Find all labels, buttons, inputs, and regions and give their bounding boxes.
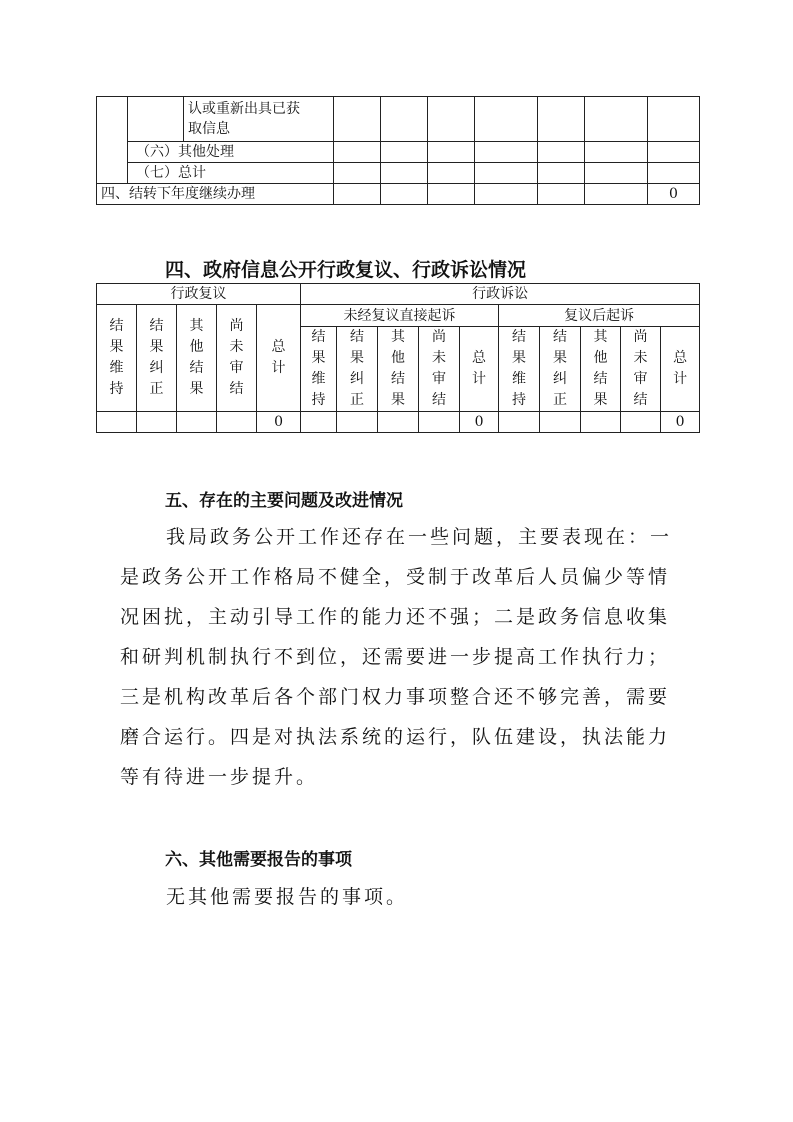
col-label: 其他结果 <box>189 318 204 397</box>
col-label: 其他结果 <box>593 329 608 408</box>
col-label: 总计 <box>271 339 286 376</box>
section6-body: 无其他需要报告的事项。 <box>166 886 409 908</box>
left-spacer-cell <box>97 97 128 184</box>
values-row <box>97 412 700 433</box>
col-label: 总计 <box>673 350 688 387</box>
col-label: 尚未审结 <box>229 318 244 397</box>
row-carry-over-label: 四、结转下年度继续办理 <box>97 184 334 205</box>
after-col-pending <box>621 327 661 412</box>
admin-litigation-header: 行政诉讼 <box>301 284 700 305</box>
col-label: 结果维持 <box>512 329 527 408</box>
direct-col-pending <box>419 327 460 412</box>
section5-title: 五、存在的主要问题及改进情况 <box>165 491 403 511</box>
admin-review-header: 行政复议 <box>97 284 301 305</box>
direct-col-total <box>460 327 499 412</box>
review-col-total <box>257 305 301 412</box>
value-cell <box>97 412 137 433</box>
section6-title: 六、其他需要报告的事项 <box>165 850 352 870</box>
row-reissue-line2: 取信息 <box>188 121 230 137</box>
section5-body: 我局政务公开工作还存在一些问题，主要表现在：一是政务公开工作格局不健全，受制于改革后人员偏少等情况困扰，主动引导工作的能力还不强；二是政务信息收集和研判机制执行不到位，还需要进一步提高工作执行力；三是机构改革后各个部门权力事项整合还不够完善，需要磨合运行。四是对执法系统的运行，队伍建设，执法能力等有待进一步提升。 <box>120 526 673 788</box>
value-cell <box>499 412 540 433</box>
review-col-other <box>177 305 217 412</box>
value-cell <box>337 412 378 433</box>
after-review-suit-header: 复议后起诉 <box>499 305 700 327</box>
value-cell <box>540 412 581 433</box>
col-label: 尚未审结 <box>633 329 648 408</box>
value-cell <box>137 412 177 433</box>
disclosure-handling-table <box>96 96 700 205</box>
value-cell <box>177 412 217 433</box>
value-cell <box>621 412 661 433</box>
row-reissue-label <box>184 97 334 142</box>
after-col-other <box>581 327 621 412</box>
value-cell: 0 <box>661 412 700 433</box>
direct-col-maintain <box>301 327 337 412</box>
row-reissue-line1: 认或重新出具已获 <box>188 101 300 117</box>
review-col-pending <box>217 305 257 412</box>
value-cell: 0 <box>257 412 301 433</box>
direct-col-other <box>378 327 419 412</box>
value-cell <box>378 412 419 433</box>
col-label: 结果纠正 <box>553 329 568 408</box>
sub-spacer-cell <box>128 97 184 142</box>
row-total-label: （七）总计 <box>128 163 334 184</box>
review-col-correct <box>137 305 177 412</box>
col-label: 结果维持 <box>311 329 326 408</box>
value-cell <box>217 412 257 433</box>
col-label: 其他结果 <box>391 329 406 408</box>
col-label: 结果纠正 <box>149 318 164 397</box>
review-litigation-table <box>96 283 700 433</box>
value-cell <box>301 412 337 433</box>
value-cell: 0 <box>460 412 499 433</box>
col-label: 总计 <box>472 350 487 387</box>
value-cell <box>419 412 460 433</box>
direct-suit-header: 未经复议直接起诉 <box>301 305 499 327</box>
col-label: 结果纠正 <box>350 329 365 408</box>
section4-title: 四、政府信息公开行政复议、行政诉讼情况 <box>165 259 527 281</box>
col-label: 结果维持 <box>109 318 124 397</box>
row-carry-over-total: 0 <box>648 184 700 205</box>
direct-col-correct <box>337 327 378 412</box>
after-col-total <box>661 327 700 412</box>
row-other-handling-label: （六）其他处理 <box>128 142 334 163</box>
review-col-maintain <box>97 305 137 412</box>
value-cell <box>581 412 621 433</box>
col-label: 尚未审结 <box>432 329 447 408</box>
after-col-maintain <box>499 327 540 412</box>
after-col-correct <box>540 327 581 412</box>
